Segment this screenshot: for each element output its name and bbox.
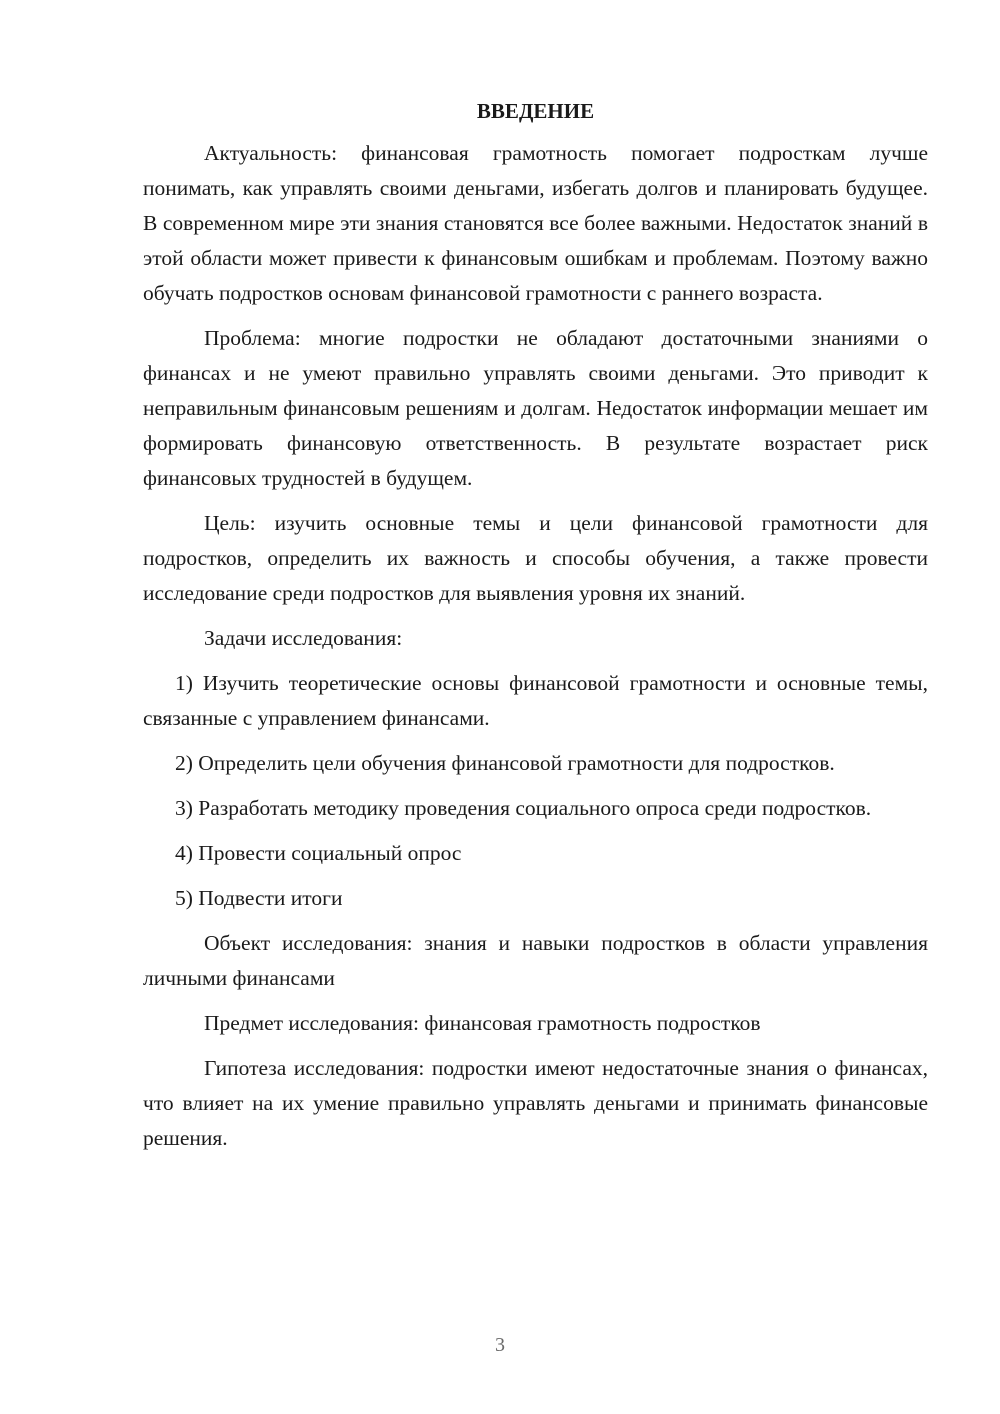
- paragraph-problem: Проблема: многие подростки не обладают достаточными знаниями о финансах и не умеют правильно управлять своими деньгами. Это приводит к неправильным финансовым решениям и долгам. Недостаток информации мешает им формировать финансовую ответственность. В результате возрастает риск финансовых трудностей в будущем.: [143, 326, 928, 490]
- paragraph-hypothesis: Гипотеза исследования: подростки имеют недостаточные знания о финансах, что влияет на их умение правильно управлять деньгами и принимать финансовые решения.: [143, 1056, 928, 1150]
- paragraph-subject: Предмет исследования: финансовая грамотность подростков: [204, 1011, 761, 1035]
- page-title: ВВЕДЕНИЕ: [476, 99, 595, 123]
- paragraph-object: Объект исследования: знания и навыки подростков в области управления личными финансами: [143, 931, 928, 990]
- paragraph-goal: Цель: изучить основные темы и цели финансовой грамотности для подростков, определить их важность и способы обучения, а также провести исследование среди подростков для выявления уровня их знаний.: [143, 511, 928, 605]
- task-item-1: 1) Изучить теоретические основы финансовой грамотности и основные темы, связанные с управлением финансами.: [143, 671, 928, 730]
- task-item-4: 4) Провести социальный опрос: [175, 841, 462, 865]
- page-number: 3: [495, 1334, 505, 1356]
- task-item-3: 3) Разработать методику проведения социального опроса среди подростков.: [175, 796, 872, 820]
- task-item-5: 5) Подвести итоги: [175, 886, 343, 910]
- paragraph-relevance: Актуальность: финансовая грамотность помогает подросткам лучше понимать, как управлять своими деньгами, избегать долгов и планировать будущее. В современном мире эти знания становятся все более важными. Недостаток знаний в этой области может привести к финансовым ошибкам и проблемам. Поэтому важно обучать подростков основам финансовой грамотности с раннего возраста.: [143, 141, 928, 305]
- document-page: [143, 96, 928, 1166]
- task-item-2: 2) Определить цели обучения финансовой грамотности для подростков.: [175, 751, 835, 775]
- tasks-heading: Задачи исследования:: [204, 626, 403, 650]
